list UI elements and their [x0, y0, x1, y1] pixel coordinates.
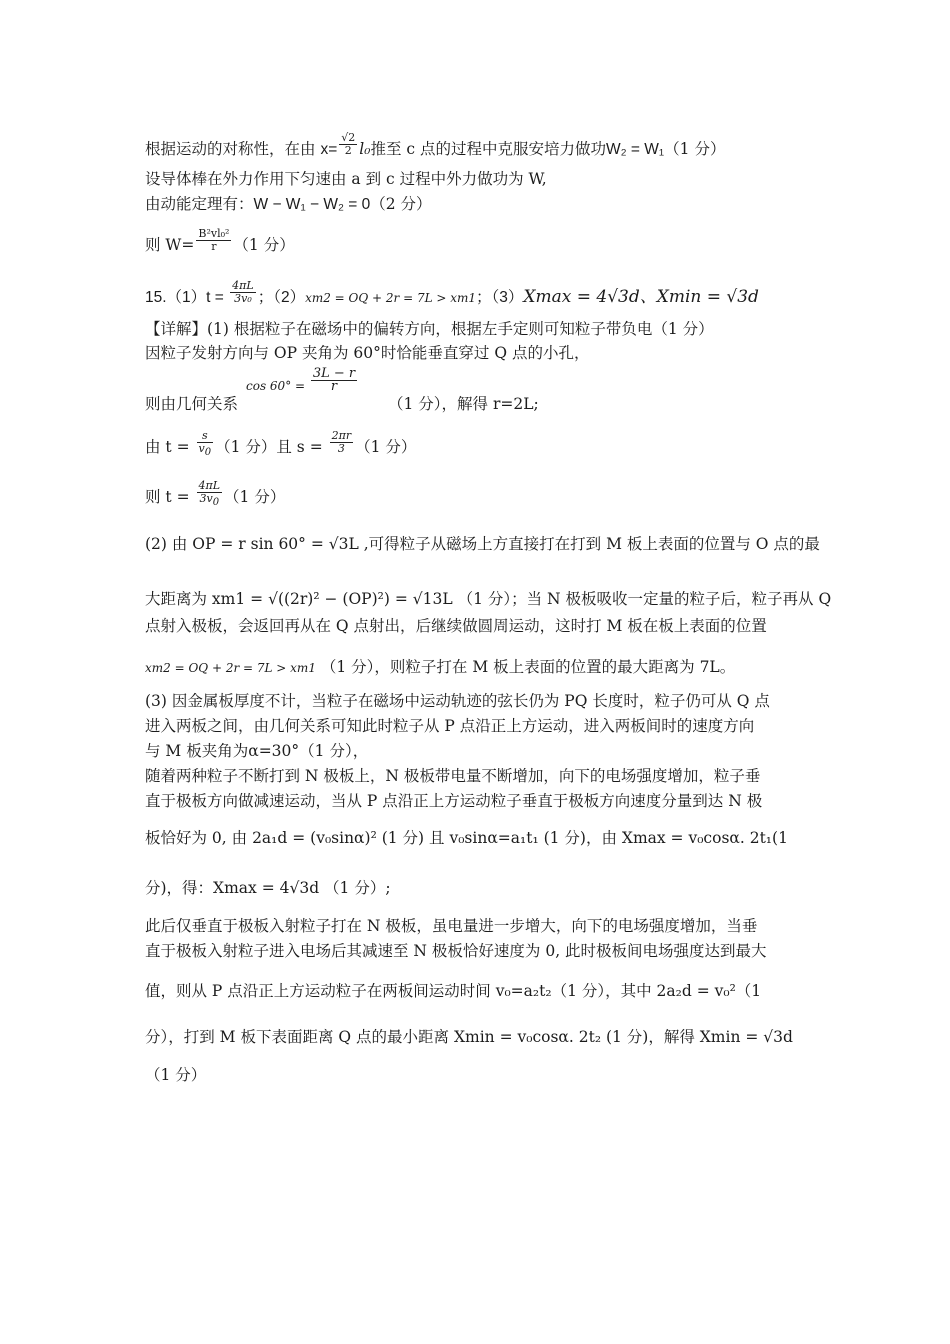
line-part3-d: 随着两种粒子不断打到 N 极板上，N 极板带电量不断增加，向下的电场强度增加，粒子垂	[145, 767, 761, 785]
line-part2-b: 大距离为 xm1 = √((2r)² − (OP)²) = √13L （1 分）；当 N 极板吸收一定量的粒子后，粒子再从 Q	[145, 590, 832, 608]
line-part3-b: 进入两板之间，由几何关系可知此时粒子从 P 点沿正上方运动，进入两板间时的速度方向	[145, 717, 755, 735]
line-external-work: 设导体棒在外力作用下匀速由 a 到 c 过程中外力做功为 W,	[145, 170, 547, 188]
line-part3-c: 与 M 板夹角为α=30°（1 分），	[145, 742, 369, 760]
line-kinetic-theorem: 由动能定理有：W − W₁ − W₂ = 0（2 分）	[145, 195, 432, 213]
line-part3-a: (3) 因金属板厚度不计，当粒子在磁场中运动轨迹的弦长仍为 PQ 长度时，粒子仍可从 Q 点	[145, 692, 770, 710]
line-part3-l: （1 分）	[145, 1066, 207, 1084]
line-part2-d: xm2 = OQ + 2r = 7L > xm1 （1 分），则粒子打在 M 板上表面的位置的最大距离为 7L。	[145, 658, 736, 676]
line-time-arc: 由 t = $\frac{s}{v_0}$ （1 分）且 s = $\frac{2\pi r}{3}$ （1 分）	[145, 429, 417, 458]
line-part3-j: 值，则从 P 点沿正上方运动粒子在两板间运动时间 v₀=a₂t₂（1 分），其中 2a₂d = v₀²（1	[145, 982, 762, 1000]
line-detail-1: 【详解】(1) 根据粒子在磁场中的偏转方向，根据左手定则可知粒子带负电（1 分）	[145, 320, 714, 338]
line-part3-k: 分），打到 M 板下表面距离 Q 点的最小距离 Xmin = v₀cosα. 2t₂ (1 分)，解得 Xmin = √3d	[145, 1028, 793, 1046]
line-part3-h: 此后仅垂直于极板入射粒子打在 N 极板，虽电量进一步增大，向下的电场强度增加，当垂	[145, 917, 758, 935]
line-q15-answers: 15.（1）t = $\frac{4\pi L}{\text{3v₀}}$ ；（2）xm2 = OQ + 2r = 7L > xm1；（3）Xmax = 4√3d、Xmin = √3d	[145, 279, 759, 307]
line-time-result: 则 t = $\frac{4\pi L}{3v_0}$ （1 分）	[145, 479, 286, 508]
line-geometry: 则由几何关系 （1 分），解得 r=2L;	[145, 395, 539, 413]
line-part3-i: 直于极板入射粒子进入电场后其减速至 N 极板恰好速度为 0, 此时极板间电场强度达到最大	[145, 942, 767, 960]
line-part3-f: 板恰好为 0, 由 2a₁d = (v₀sinα)² (1 分) 且 v₀sinα=a₁t₁ (1 分)，由 Xmax = v₀cosα. 2t₁(1	[145, 829, 788, 847]
line-cos-formula: cos 60° = $\frac{3L - r}{r}$	[246, 366, 356, 394]
line-part3-e: 直于极板方向做减速运动，当从 P 点沿正上方运动粒子垂直于极板方向速度分量到达 N 极	[145, 792, 763, 810]
line-detail-2: 因粒子发射方向与 OP 夹角为 60°时恰能垂直穿过 Q 点的小孔，	[145, 344, 590, 362]
line-part2-c: 点射入极板，会返回再从在 Q 点射出，后继续做圆周运动，这时打 M 板在板上表面的位置	[145, 617, 767, 635]
line-symmetry: 根据运动的对称性，在由 x= $\frac{√2}{2}$ l₀推至 c 点的过程中克服安培力做功W₂ = W₁（1 分）	[145, 131, 726, 158]
line-part3-g: 分)，得：Xmax = 4√3d （1 分）;	[145, 879, 391, 897]
line-part2-a: (2) 由 OP = r sin 60° = √3L ,可得粒子从磁场上方直接打在打到 M 板上表面的位置与 O 点的最	[145, 535, 820, 553]
line-work-result: 则 W= $\frac{\text{B²vl₀²}}{r}$ （1 分）	[145, 227, 295, 254]
